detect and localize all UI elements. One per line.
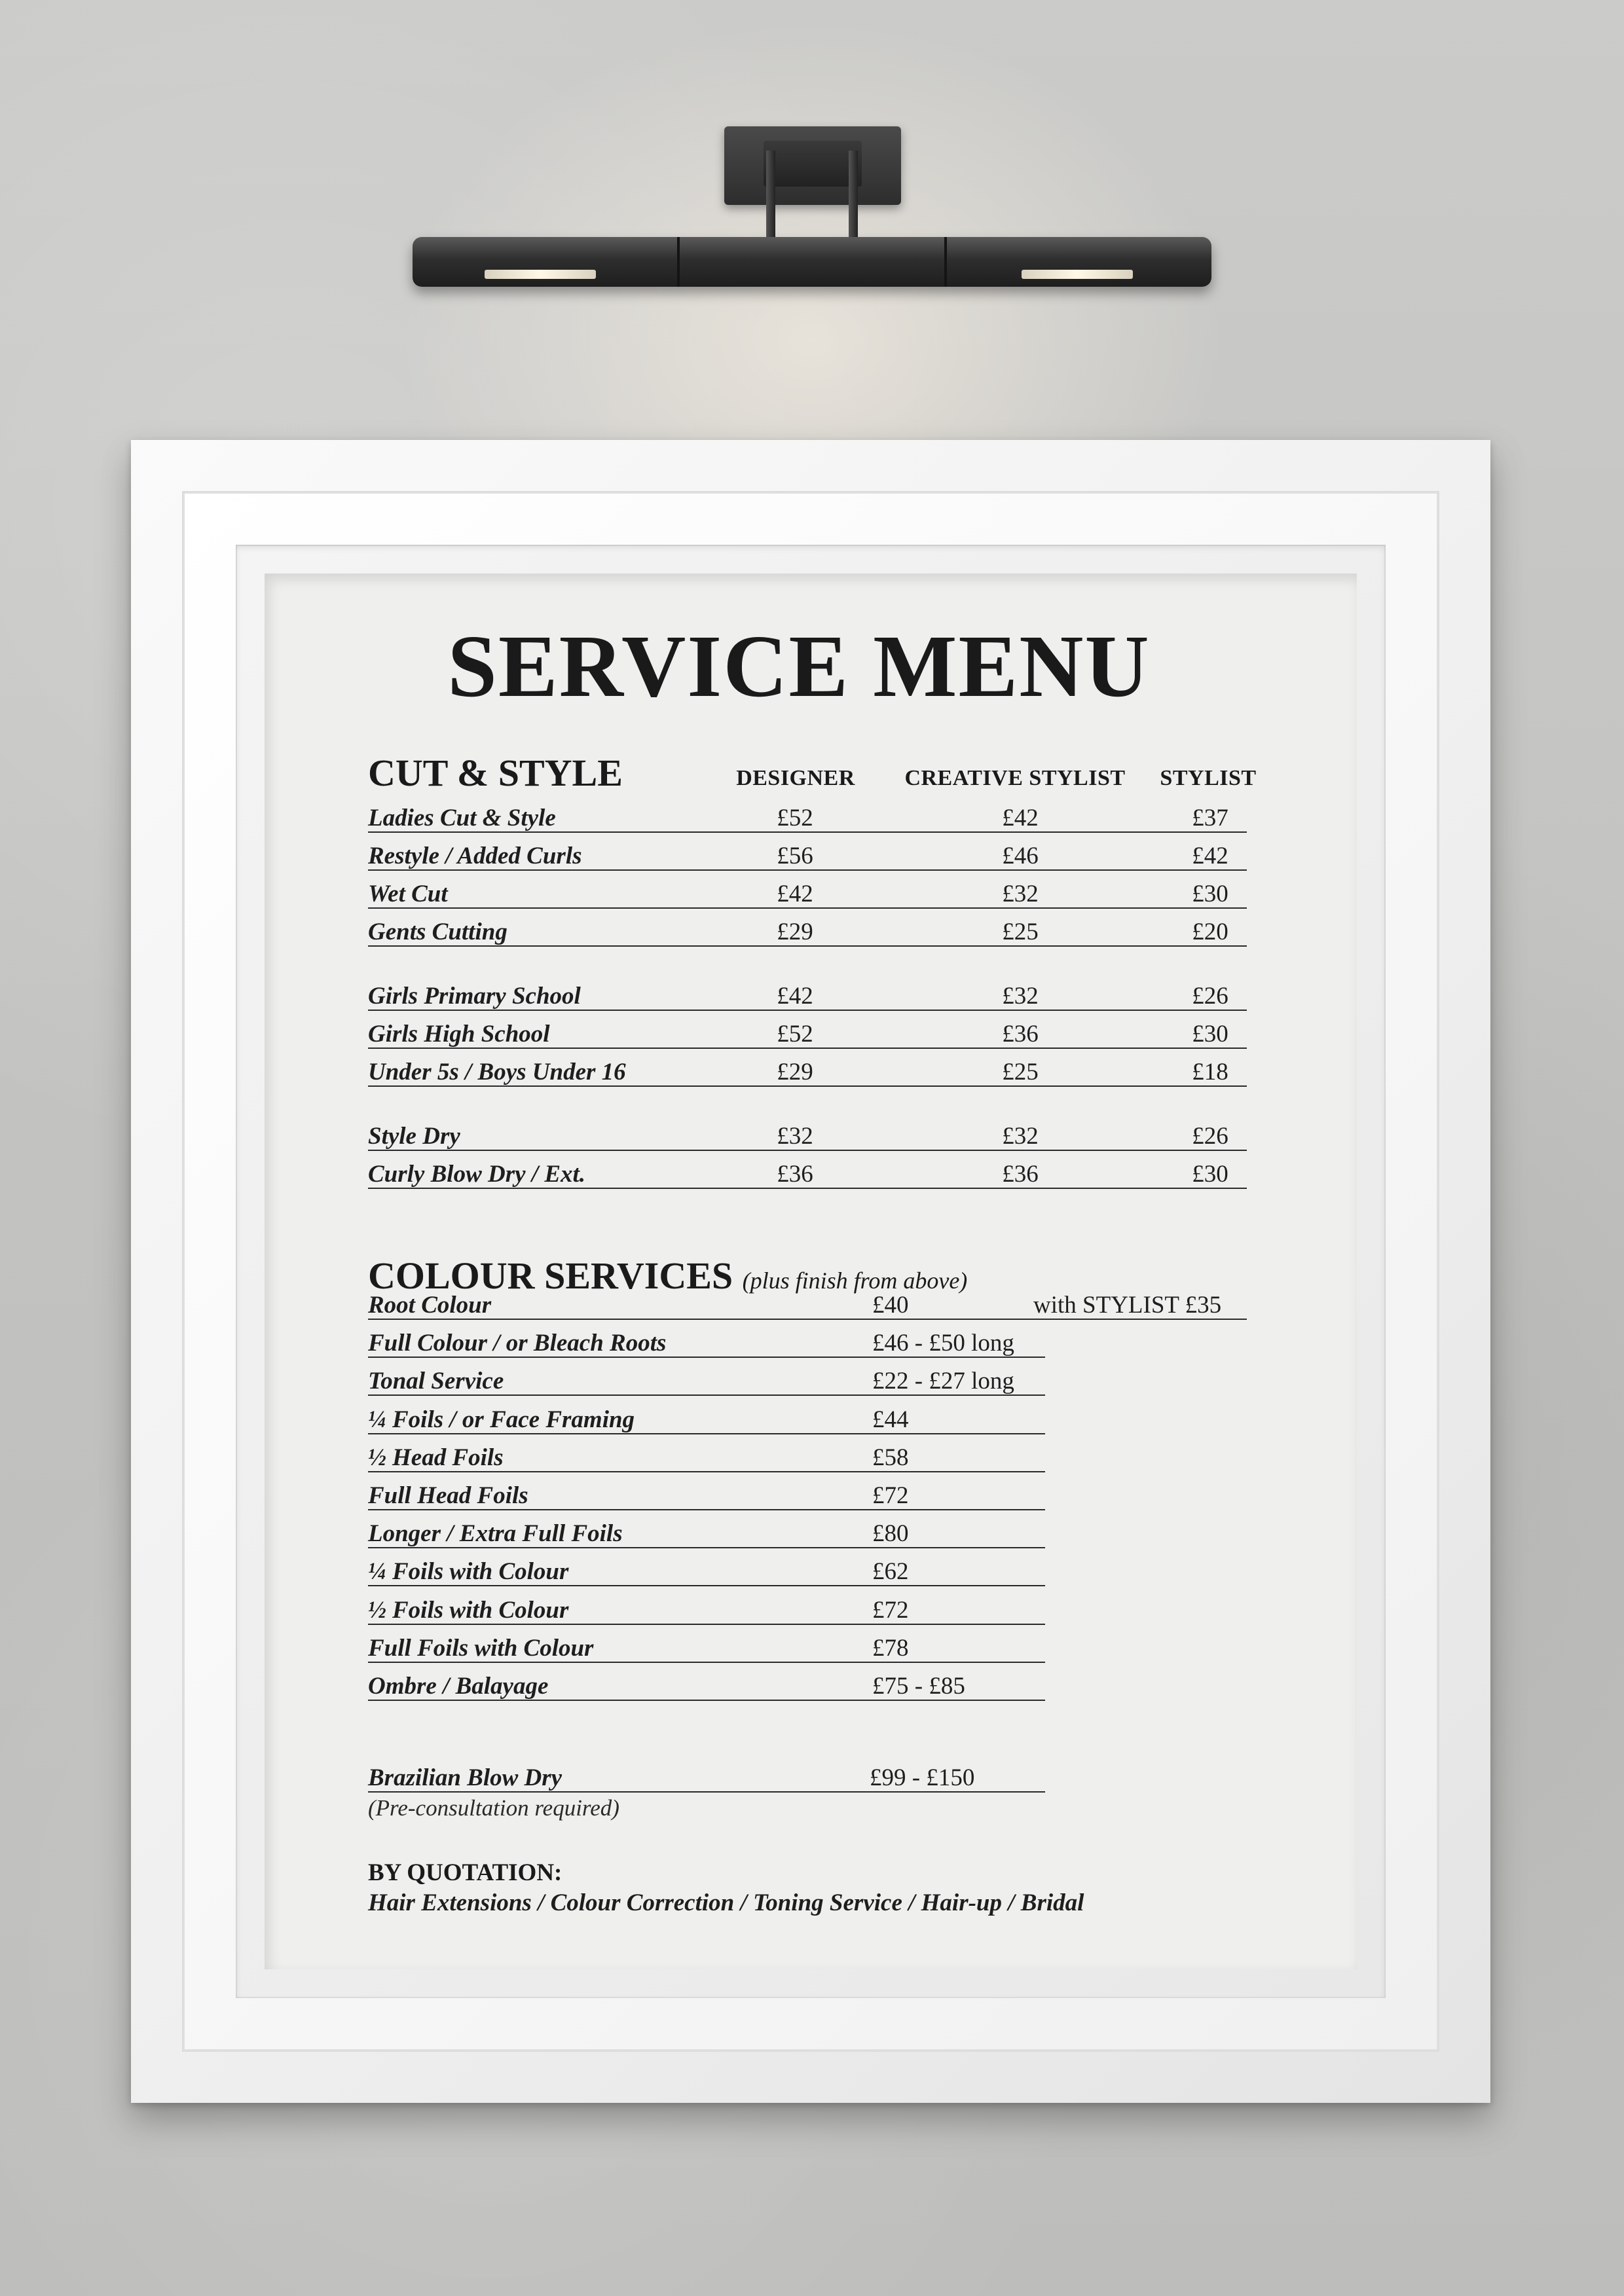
service-name: Wet Cut: [368, 881, 448, 907]
creative-stylist-price: £32: [1002, 881, 1039, 907]
stylist-price: £30: [1192, 881, 1228, 907]
creative-stylist-price: £25: [1002, 919, 1039, 945]
col-designer: DESIGNER: [736, 766, 855, 790]
cut-style-row: [368, 795, 1247, 833]
designer-price: £32: [777, 1123, 813, 1150]
cut-style-row: [368, 973, 1247, 1011]
colour-row: [368, 1396, 1045, 1434]
cut-style-row: [368, 871, 1247, 909]
designer-price: £42: [777, 881, 813, 907]
service-price: £78: [872, 1634, 909, 1662]
service-name: Girls High School: [368, 1021, 550, 1048]
service-name: Full Colour / or Bleach Roots: [368, 1330, 667, 1357]
service-name: Ombre / Balayage: [368, 1673, 549, 1700]
brazilian-note: (Pre-consultation required): [368, 1795, 619, 1821]
stylist-price: £30: [1192, 1161, 1228, 1188]
designer-price: £42: [777, 983, 813, 1010]
service-name: Gents Cutting: [368, 919, 507, 945]
service-price: £58: [872, 1444, 909, 1471]
service-name: ½ Head Foils: [368, 1444, 504, 1471]
colour-row: [368, 1548, 1045, 1586]
service-name: Longer / Extra Full Foils: [368, 1520, 623, 1548]
service-price: £72: [872, 1596, 909, 1624]
service-price: £22 - £27 long: [872, 1368, 1014, 1395]
creative-stylist-price: £46: [1002, 843, 1039, 869]
service-price: £62: [872, 1558, 909, 1586]
designer-price: £36: [777, 1161, 813, 1188]
colour-row: [368, 1663, 1045, 1701]
service-name: Girls Primary School: [368, 983, 581, 1010]
service-price: £44: [872, 1406, 909, 1433]
col-creative-stylist: CREATIVE STYLIST: [904, 766, 1126, 790]
designer-price: £29: [777, 1059, 813, 1085]
creative-stylist-price: £32: [1002, 983, 1039, 1010]
colour-row: [368, 1472, 1045, 1510]
quotation-items: Hair Extensions / Colour Correction / Toning Service / Hair-up / Bridal: [368, 1889, 1084, 1916]
cut-style-row: [368, 833, 1247, 871]
stylist-price: £37: [1192, 805, 1228, 831]
service-name: Curly Blow Dry / Ext.: [368, 1161, 586, 1188]
colour-services-heading: COLOUR SERVICES (plus finish from above): [368, 1254, 968, 1297]
colour-row: [368, 1587, 1045, 1625]
colour-row: [368, 1510, 1045, 1548]
creative-stylist-price: £36: [1002, 1021, 1039, 1048]
service-name: Full Head Foils: [368, 1482, 528, 1509]
service-price: £46 - £50 long: [872, 1330, 1014, 1357]
service-name: ¼ Foils / or Face Framing: [368, 1406, 635, 1433]
stylist-price: £26: [1192, 1123, 1228, 1150]
service-name: ¼ Foils with Colour: [368, 1558, 569, 1586]
colour-row: [368, 1625, 1045, 1663]
creative-stylist-price: £25: [1002, 1059, 1039, 1085]
cut-style-row: [368, 1113, 1247, 1151]
service-price: £75 - £85: [872, 1673, 965, 1700]
stylist-price: £20: [1192, 919, 1228, 945]
service-name: Under 5s / Boys Under 16: [368, 1059, 626, 1085]
service-name: Restyle / Added Curls: [368, 843, 582, 869]
cut-style-row: [368, 909, 1247, 947]
colour-row-root: Root Colour £40 with STYLIST £35: [368, 1282, 1247, 1320]
stylist-price: £18: [1192, 1059, 1228, 1085]
service-name: Style Dry: [368, 1123, 460, 1150]
cut-style-row: [368, 1049, 1247, 1087]
cut-style-row: [368, 1151, 1247, 1189]
colour-row: [368, 1434, 1045, 1472]
quotation-heading: BY QUOTATION:: [368, 1859, 563, 1886]
service-name: Full Foils with Colour: [368, 1634, 594, 1662]
designer-price: £52: [777, 1021, 813, 1048]
service-name: ½ Foils with Colour: [368, 1596, 569, 1624]
service-name: Tonal Service: [368, 1368, 504, 1395]
colour-row: [368, 1320, 1045, 1358]
colour-services-note: (plus finish from above): [742, 1267, 968, 1294]
designer-price: £56: [777, 843, 813, 869]
designer-price: £29: [777, 919, 813, 945]
stylist-price: £26: [1192, 983, 1228, 1010]
col-stylist: STYLIST: [1160, 766, 1257, 790]
stylist-price: £30: [1192, 1021, 1228, 1048]
cut-style-row: [368, 1011, 1247, 1049]
stylist-price: £42: [1192, 843, 1228, 869]
colour-row: [368, 1358, 1045, 1396]
root-stylist-price: with STYLIST £35: [1033, 1292, 1222, 1319]
creative-stylist-price: £42: [1002, 805, 1039, 831]
designer-price: £52: [777, 805, 813, 831]
cut-style-heading: CUT & STYLE: [368, 752, 623, 794]
creative-stylist-price: £36: [1002, 1161, 1039, 1188]
service-price: £80: [872, 1520, 909, 1548]
service-name: Ladies Cut & Style: [368, 805, 556, 831]
menu-title: SERVICE MENU: [447, 617, 1151, 716]
brazilian-row: Brazilian Blow Dry £99 - £150: [368, 1755, 1045, 1793]
service-price: £72: [872, 1482, 909, 1509]
creative-stylist-price: £32: [1002, 1123, 1039, 1150]
